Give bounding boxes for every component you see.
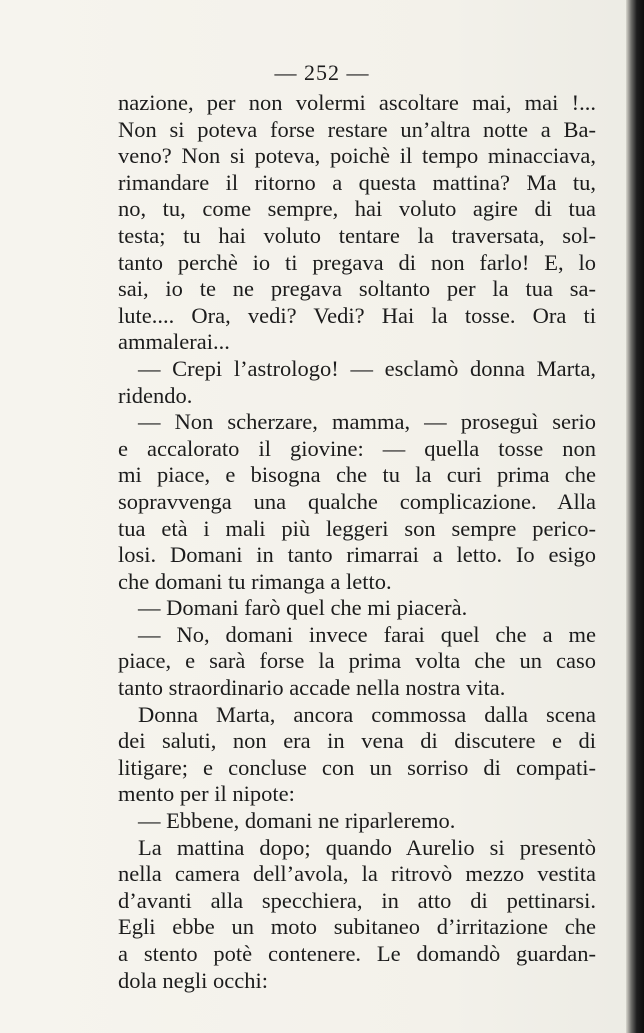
- text-line: dola negli occhi:: [118, 967, 268, 993]
- text-line: dei saluti, non era in vena di discutere e di: [118, 728, 596, 754]
- text-line: lute.... Ora, vedi? Vedi? Hai la tosse. Ora ti: [118, 302, 596, 328]
- text-line: tua età i mali più leggeri son sempre perico-: [118, 515, 596, 541]
- text-line: d’avanti alla specchiera, in atto di pettinarsi.: [118, 887, 596, 913]
- text-line: Egli ebbe un moto subitaneo d’irritazione che: [118, 914, 596, 940]
- text-line: sopravvenga una qualche complicazione. Alla: [118, 488, 596, 514]
- text-line: litigare; e concluse con un sorriso di compati-: [118, 754, 596, 780]
- text-line: — Ebbene, domani ne riparleremo.: [138, 808, 456, 834]
- text-line: testa; tu hai voluto tentare la traversata, sol-: [118, 222, 596, 248]
- text-line: — No, domani invece farai quel che a me: [138, 621, 596, 647]
- text-line: tanto straordinario accade nella nostra vita.: [118, 675, 506, 701]
- text-line: — Crepi l’astrologo! — esclamò donna Marta,: [138, 355, 596, 381]
- text-line: mi piace, e bisogna che tu la curi prima che: [118, 462, 596, 488]
- text-line: ammalerai...: [118, 329, 230, 355]
- text-line: La mattina dopo; quando Aurelio si presentò: [138, 834, 596, 860]
- text-line: rimandare il ritorno a questa mattina? Ma tu,: [118, 169, 596, 195]
- text-line: mento per il nipote:: [118, 781, 295, 807]
- text-line: e accalorato il giovine: — quella tosse non: [118, 435, 596, 461]
- text-line: losi. Domani in tanto rimarrai a letto. Io esigo: [118, 542, 596, 568]
- text-line: sai, io te ne pregava soltanto per la tua sa-: [118, 276, 596, 302]
- text-line: — Domani farò quel che mi piacerà.: [138, 595, 468, 621]
- text-line: Non si poteva forse restare un’altra notte a Ba-: [118, 116, 596, 142]
- text-line: che domani tu rimanga a letto.: [118, 568, 392, 594]
- page-number: — 252 —: [274, 60, 370, 85]
- text-line: nazione, per non volermi ascoltare mai, mai !...: [118, 90, 596, 115]
- body-text: [118, 90, 596, 994]
- text-line: nella camera dell’avola, la ritrovò mezzo vestita: [118, 861, 596, 887]
- text-line: tanto perchè io ti pregava di non farlo! E, lo: [118, 249, 596, 275]
- text-line: a stento potè contenere. Le domandò guardan-: [118, 941, 596, 966]
- text-line: — Non scherzare, mamma, — proseguì serio: [138, 409, 596, 435]
- text-line: veno? Non si poteva, poichè il tempo minacciava,: [118, 143, 596, 169]
- text-line: no, tu, come sempre, hai voluto agire di tua: [118, 196, 596, 222]
- text-line: Donna Marta, ancora commossa dalla scena: [138, 701, 596, 727]
- text-line: piace, e sarà forse la prima volta che un caso: [118, 648, 596, 674]
- binding-gutter: [626, 0, 644, 1033]
- text-line: ridendo.: [118, 382, 193, 408]
